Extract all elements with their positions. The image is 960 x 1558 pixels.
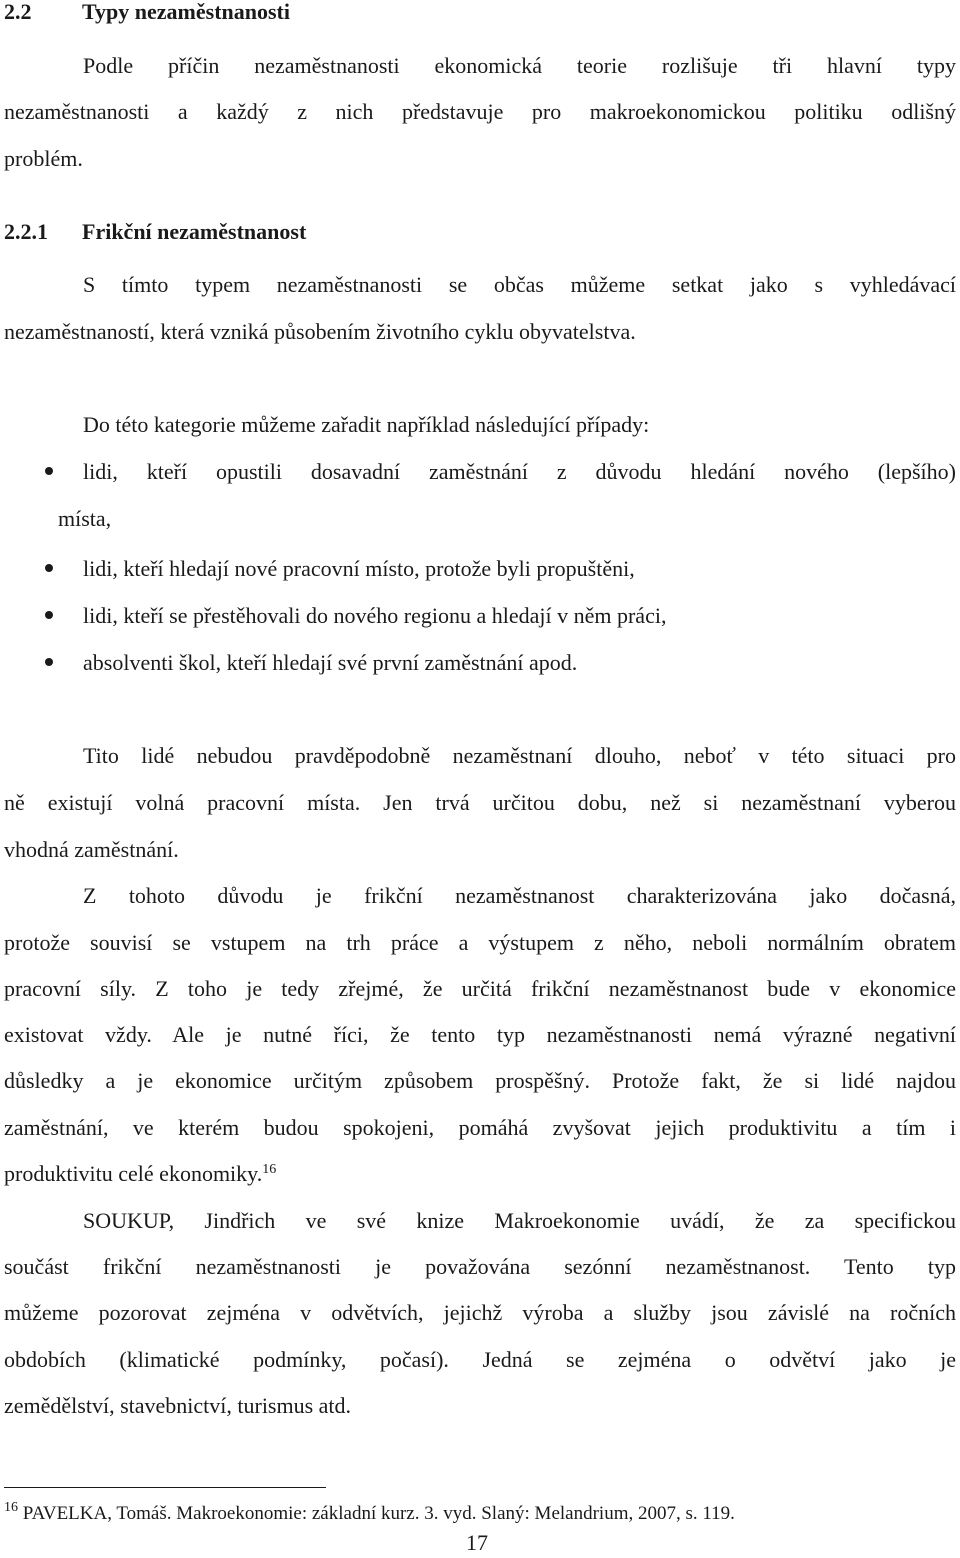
para2-line-2: ně existují volná pracovní místa. Jen trvá určitou dobu, než si nezaměstnaní vyberou — [4, 790, 956, 815]
para3-line-3: pracovní síly. Z toho je tedy zřejmé, že určitá frikční nezaměstnanost bude v ekonomice — [4, 976, 956, 1001]
section-number: 2.2 — [4, 0, 32, 24]
para3-line-7 — [4, 1160, 956, 1188]
para1-line-1: S tímto typem nezaměstnanosti se občas můžeme setkat jako s vyhledávací — [83, 272, 956, 297]
para2-line-3: vhodná zaměstnání. — [4, 837, 179, 862]
section-title: Typy nezaměstnanosti — [82, 0, 290, 24]
para4-line-4: obdobích (klimatické podmínky, počasí). Jedná se zejména o odvětví jako je — [4, 1347, 956, 1372]
footnote — [4, 1502, 735, 1526]
subsection-number: 2.2.1 — [4, 219, 48, 244]
para3-line-6: zaměstnání, ve kterém budou spokojeni, pomáhá zvyšovat jejich produktivitu a tím i — [4, 1115, 956, 1140]
para2-line-1: Tito lidé nebudou pravděpodobně nezaměstnaní dlouho, neboť v této situaci pro — [83, 743, 956, 768]
footnote-number: 16 — [4, 1500, 18, 1515]
para3-line-5: důsledky a je ekonomice určitým způsobem prospěšný. Protože fakt, že si lidé najdou — [4, 1068, 956, 1093]
subsection-heading — [4, 218, 956, 246]
para1-line-2: nezaměstnaností, která vzniká působením životního cyklu obyvatelstva. — [4, 319, 636, 344]
bullet-dot-icon — [45, 564, 53, 572]
footnote-divider — [4, 1487, 326, 1488]
bullet-dot-icon — [45, 611, 53, 619]
para4-line-1: SOUKUP, Jindřich ve své knize Makroekonomie uvádí, že za specifickou — [83, 1208, 956, 1233]
para4-line-3: můžeme pozorovat zejména v odvětvích, jejichž výroba a služby jsou závislé na ročních — [4, 1300, 956, 1325]
bullet-dot-icon — [45, 658, 53, 666]
para3-last-text: produktivitu celé ekonomiky. — [4, 1161, 263, 1186]
subsection-title: Frikční nezaměstnanost — [82, 219, 307, 244]
intro-line-2: nezaměstnanosti a každý z nich představuje pro makroekonomickou politiku odlišný — [4, 99, 956, 124]
page-number: 17 — [466, 1530, 488, 1555]
bullet-item-3: lidi, kteří se přestěhovali do nového regionu a hledají v něm práci, — [83, 603, 667, 628]
intro-line-3: problém. — [4, 146, 83, 171]
para3-line-4: existovat vždy. Ale je nutné říci, že tento typ nezaměstnanosti nemá výrazné negativní — [4, 1022, 956, 1047]
section-heading — [4, 0, 956, 26]
bullet-item-1-line-1: lidi, kteří opustili dosavadní zaměstnání z důvodu hledání nového (lepšího) — [83, 459, 956, 484]
footnote-reference[interactable]: 16 — [262, 1162, 277, 1177]
footnote-text: PAVELKA, Tomáš. Makroekonomie: základní kurz. 3. vyd. Slaný: Melandrium, 2007, s. 119. — [22, 1503, 735, 1524]
bullet-dot-icon — [45, 467, 53, 475]
para4-line-2: součást frikční nezaměstnanosti je považována sezónní nezaměstnanost. Tento typ — [4, 1254, 956, 1279]
bullet-item-4: absolventi škol, kteří hledají své první zaměstnání apod. — [83, 650, 578, 675]
bullet-item-2: lidi, kteří hledají nové pracovní místo, protože byli propuštěni, — [83, 556, 635, 581]
bullet-item-1-line-2: místa, — [58, 506, 112, 531]
para3-line-2: protože souvisí se vstupem na trh práce a výstupem z něho, neboli normálním obratem — [4, 930, 956, 955]
para4-line-5: zemědělství, stavebnictví, turismus atd. — [4, 1393, 352, 1418]
intro-line-1: Podle příčin nezaměstnanosti ekonomická teorie rozlišuje tři hlavní typy — [83, 53, 956, 78]
para3-line-1: Z tohoto důvodu je frikční nezaměstnanost charakterizována jako dočasná, — [83, 883, 956, 908]
list-intro: Do této kategorie můžeme zařadit například následující případy: — [83, 412, 650, 437]
